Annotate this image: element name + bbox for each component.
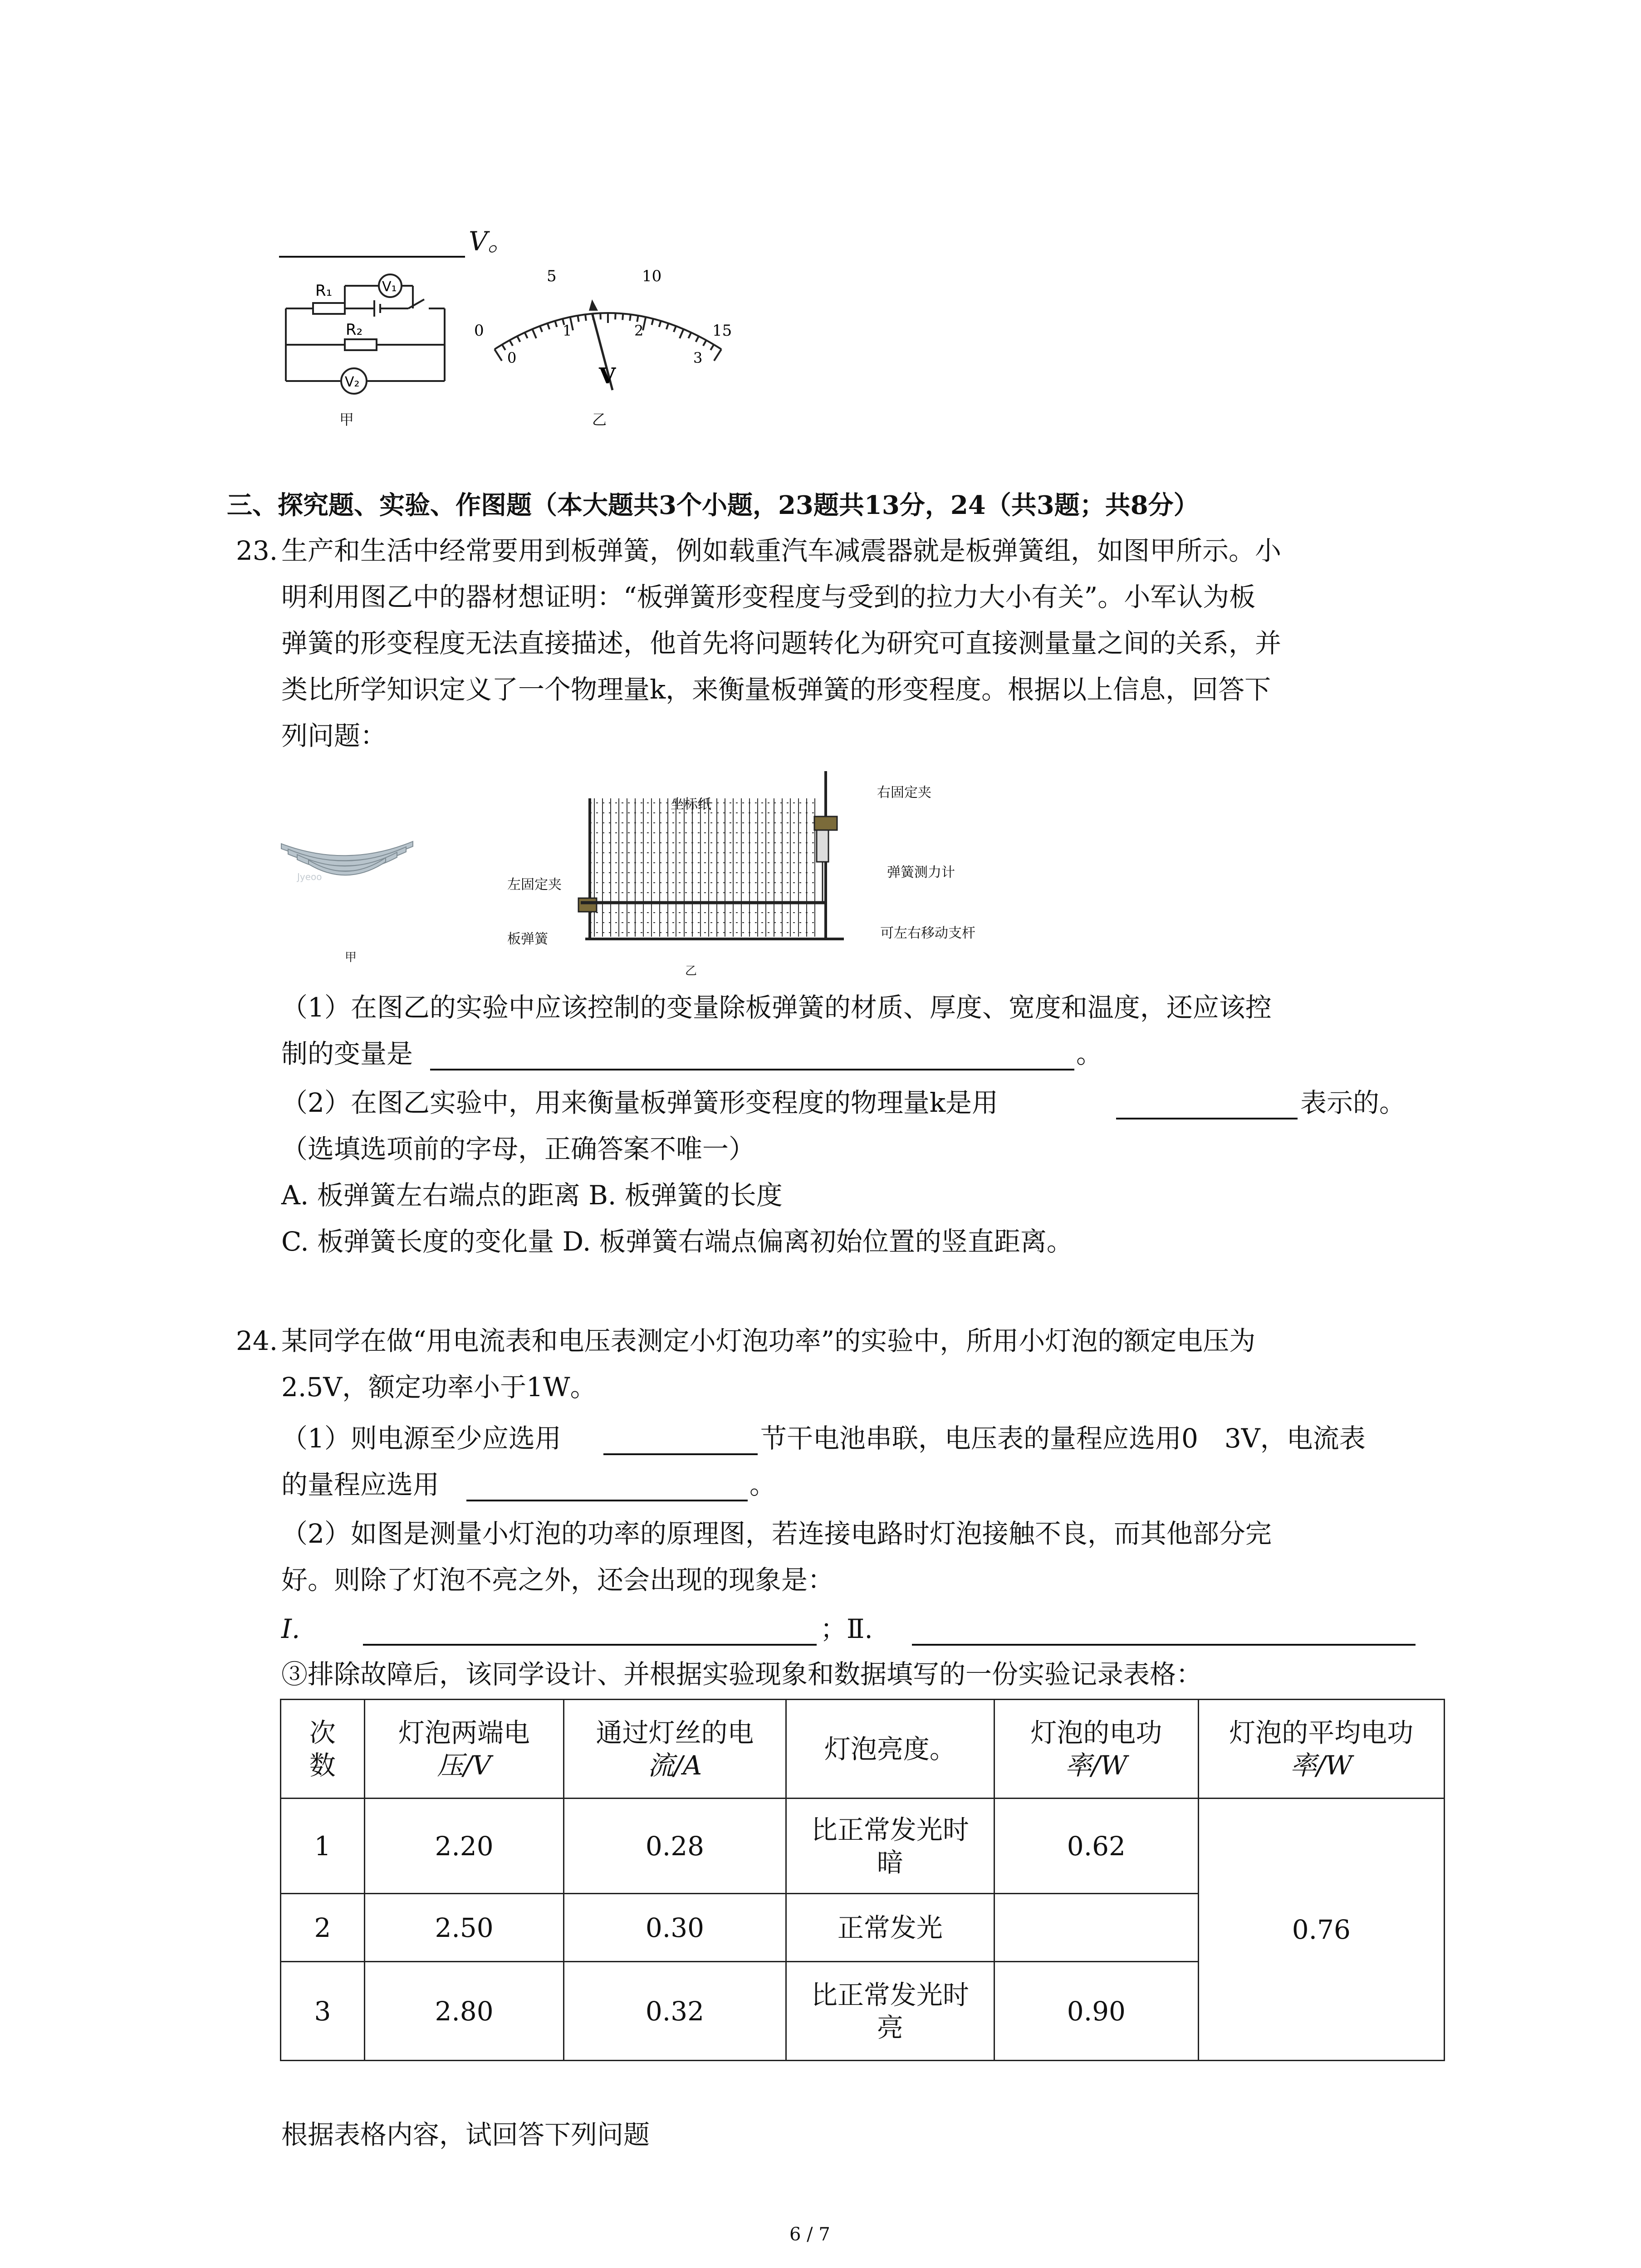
meter-tick bbox=[630, 314, 631, 321]
meter-tick bbox=[548, 323, 550, 329]
q24-p3: ③排除故障后，该同学设计、并根据实验现象和数据填写的一份实验记录表格： bbox=[281, 1659, 1203, 1690]
label-paper: 坐标纸 bbox=[671, 797, 711, 812]
tick-10: 10 bbox=[642, 268, 662, 285]
q24-p1-blank-2[interactable] bbox=[466, 1474, 748, 1501]
empty-power-cell[interactable] bbox=[994, 1894, 1198, 1962]
meter-tick bbox=[555, 321, 557, 327]
q24-p1-b: 节干电池串联，电压表的量程应选用0 3V，电流表 bbox=[760, 1423, 1366, 1454]
q24-p2-a: （2）如图是测量小灯泡的功率的原理图，若连接电路时灯泡接触不良，而其他部分完 bbox=[281, 1518, 1272, 1549]
q23-p1-blank[interactable] bbox=[430, 1043, 1074, 1070]
meter-tick bbox=[637, 316, 638, 322]
meter-tick bbox=[680, 329, 684, 338]
q23-p2-a: （2）在图乙实验中，用来衡量板弹簧形变程度的物理量k是用 bbox=[281, 1087, 999, 1118]
label-left-clamp: 左固定夹 bbox=[507, 877, 562, 893]
header-count: 次 数 bbox=[281, 1700, 365, 1799]
q24-ii-label: ；Ⅱ. bbox=[820, 1613, 873, 1644]
tick-15: 15 bbox=[712, 322, 732, 340]
header-brightness: 灯泡亮度。 bbox=[786, 1700, 994, 1799]
q23-line-4: 类比所学知识定义了一个物理量k，来衡量板弹簧的形变程度。根据以上信息，回答下 bbox=[281, 674, 1271, 705]
meter-tick bbox=[502, 345, 505, 350]
q24-number: 24. bbox=[236, 1325, 278, 1356]
q23-line-3: 弹簧的形变程度无法直接描述，他首先将问题转化为研究可直接测量量之间的关系，并 bbox=[281, 628, 1282, 659]
q24-line-1: 某同学在做“用电流表和电压表测定小灯泡功率”的实验中，所用小灯泡的额定电压为 bbox=[281, 1325, 1256, 1356]
meter-tick bbox=[585, 314, 586, 321]
meter-unit: V bbox=[599, 363, 616, 389]
label-right-clamp: 右固定夹 bbox=[877, 785, 931, 801]
meter-tick bbox=[666, 323, 669, 329]
q23-p2-end: 表示的。 bbox=[1300, 1087, 1406, 1118]
circuit-diagram bbox=[277, 268, 458, 435]
meter-tick bbox=[622, 313, 623, 320]
meter-tick bbox=[652, 319, 653, 325]
tick-2: 2 bbox=[634, 322, 644, 339]
meter-tick bbox=[600, 313, 601, 319]
fig-label-jia: 甲 bbox=[339, 411, 354, 428]
record-table bbox=[280, 1699, 1445, 2061]
meter-tick bbox=[659, 321, 661, 327]
meter-tick bbox=[509, 340, 513, 346]
q23-option-ab: A. 板弹簧左右端点的距离 B. 板弹簧的长度 bbox=[281, 1180, 783, 1211]
header-voltage: 灯泡两端电 压/V bbox=[364, 1700, 563, 1799]
meter-tick bbox=[710, 345, 714, 350]
v2-label: V₂ bbox=[345, 374, 360, 390]
q24-p1-blank-1[interactable] bbox=[603, 1428, 758, 1455]
q24-i-label: I. bbox=[281, 1613, 300, 1644]
fig23-label-yi: 乙 bbox=[685, 964, 697, 978]
v1-label: V₁ bbox=[382, 279, 397, 295]
q23-line-5: 列问题： bbox=[281, 720, 387, 751]
q23-p1-b: 制的变量是 bbox=[281, 1038, 413, 1069]
meter-tick bbox=[615, 313, 616, 319]
header-current: 通过灯丝的电 流/A bbox=[564, 1700, 786, 1799]
label-movable-rod: 可左右移动支杆 bbox=[880, 925, 975, 941]
q22-unit: V。 bbox=[469, 226, 514, 257]
spring-apparatus-diagram bbox=[563, 762, 853, 962]
q24-p2-b: 好。则除了灯泡不亮之外，还会出现的现象是： bbox=[281, 1564, 834, 1595]
meter-tick bbox=[696, 336, 699, 342]
q24-ii-blank[interactable] bbox=[912, 1618, 1416, 1646]
tick-0: 0 bbox=[507, 349, 517, 367]
q23-number: 23. bbox=[236, 535, 278, 566]
section3-title: 三、探究题、实验、作图题（本大题共3个小题，23题共13分，24（共3题；共8分） bbox=[227, 490, 1199, 520]
q24-p1-a: （1）则电源至少应选用 bbox=[281, 1423, 561, 1454]
meter-tick bbox=[525, 332, 528, 338]
r1-label: R₁ bbox=[315, 282, 333, 300]
avg-power-cell: 0.76 bbox=[1198, 1799, 1444, 2061]
meter-tick bbox=[674, 326, 676, 332]
table-row: 2 2.50 0.30 正常发光 bbox=[281, 1894, 1445, 1962]
page-number: 6 / 7 bbox=[789, 2224, 830, 2245]
meter-tick bbox=[540, 326, 542, 332]
q23-line-1: 生产和生活中经常要用到板弹簧，例如载重汽车减震器就是板弹簧组，如图甲所示。小 bbox=[281, 535, 1282, 566]
label-leaf-spring: 板弹簧 bbox=[507, 931, 548, 947]
header-avg-power: 灯泡的平均电功 率/W bbox=[1198, 1700, 1444, 1799]
q24-p1-c: 的量程应选用 bbox=[281, 1469, 440, 1500]
jyeoo-watermark: Jyeoo bbox=[297, 871, 322, 882]
left-clamp bbox=[578, 898, 597, 912]
label-spring-scale: 弹簧测力计 bbox=[887, 865, 955, 880]
fig-label-yi: 乙 bbox=[592, 411, 607, 428]
q23-option-cd: C. 板弹簧长度的变化量 D. 板弹簧右端点偏离初始位置的竖直距离。 bbox=[281, 1226, 1073, 1257]
q24-i-blank[interactable] bbox=[363, 1618, 817, 1646]
table-row: 3 2.80 0.32 比正常发光时 亮 0.90 bbox=[281, 1962, 1445, 2061]
q24-p1-end: 。 bbox=[749, 1469, 776, 1500]
header-power: 灯泡的电功 率/W bbox=[994, 1700, 1198, 1799]
tick-1: 1 bbox=[563, 322, 572, 339]
q23-p2-b: （选填选项前的字母，正确答案不唯一） bbox=[281, 1134, 755, 1164]
meter-tick bbox=[517, 336, 520, 342]
q24-line-2: 2.5V，额定功率小于1W。 bbox=[281, 1372, 597, 1403]
r2-label: R₂ bbox=[346, 321, 363, 339]
table-row: 1 2.20 0.28 比正常发光时 暗 0.62 0.76 bbox=[281, 1799, 1445, 1894]
fig23-label-jia: 甲 bbox=[345, 951, 357, 964]
leaf-spring-photo bbox=[279, 816, 415, 894]
voltmeter-dial bbox=[467, 268, 749, 417]
q22-answer-blank[interactable] bbox=[279, 230, 465, 258]
q23-p1-a: （1）在图乙的实验中应该控制的变量除板弹簧的材质、厚度、宽度和温度，还应该控 bbox=[281, 992, 1272, 1023]
tick-3: 3 bbox=[693, 349, 703, 367]
right-clamp bbox=[814, 816, 837, 830]
tick-0-top: 0 bbox=[474, 322, 484, 340]
q24-closing: 根据表格内容，试回答下列问题 bbox=[281, 2119, 650, 2150]
spring-scale bbox=[817, 830, 828, 862]
meter-tick bbox=[532, 329, 536, 338]
q23-line-2: 明利用图乙中的器材想证明：“板弹簧形变程度与受到的拉力大小有关”。小军认为板 bbox=[281, 582, 1256, 612]
meter-tick bbox=[703, 340, 706, 346]
q23-p1-end: 。 bbox=[1076, 1038, 1103, 1069]
q23-p2-blank[interactable] bbox=[1116, 1092, 1298, 1119]
meter-tick bbox=[495, 349, 502, 361]
tick-5: 5 bbox=[547, 268, 557, 285]
table-header-row bbox=[281, 1700, 1445, 1799]
meter-tick bbox=[688, 332, 691, 338]
meter-tick bbox=[714, 349, 721, 361]
